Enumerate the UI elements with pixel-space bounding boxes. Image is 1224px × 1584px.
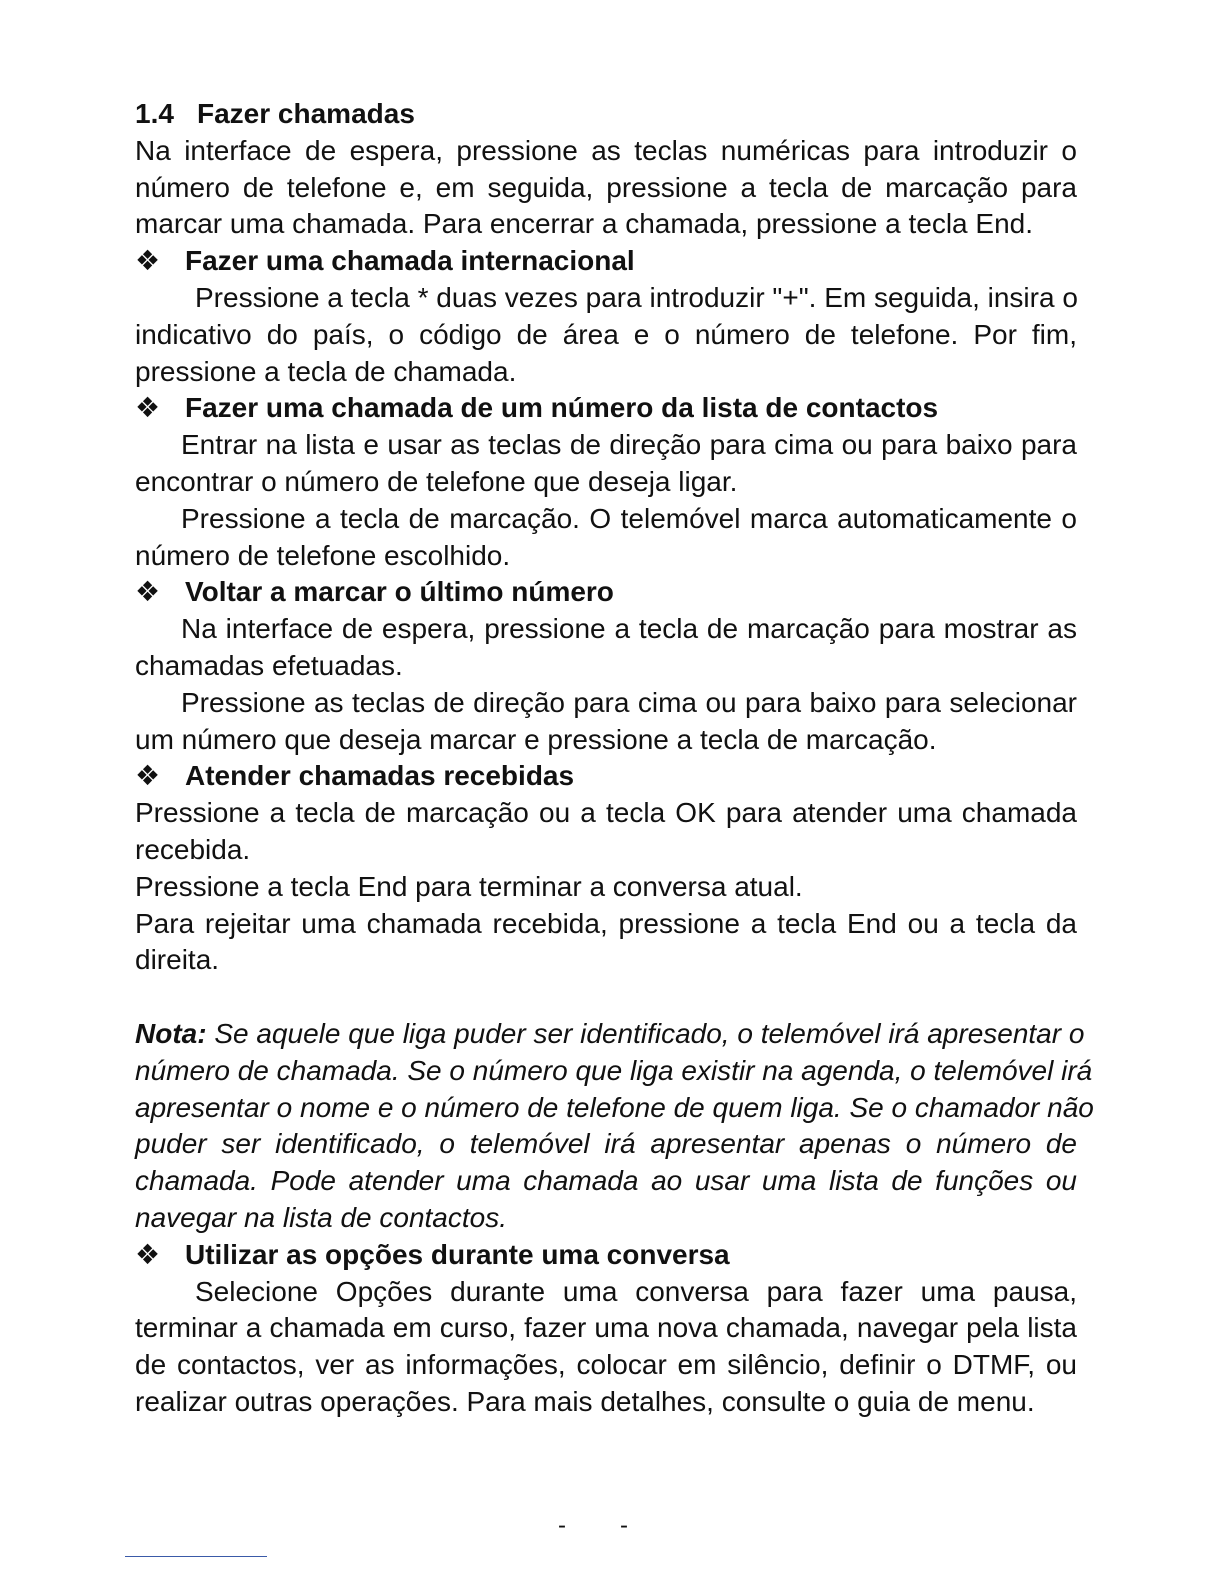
note-label: Nota:: [135, 1017, 207, 1049]
paragraph-line: Pressione a tecla * duas vezes para introduzir "+". Em seguida, insira o: [195, 281, 1078, 313]
bullet-diamond-icon: ❖: [135, 576, 161, 608]
subsection-title: Atender chamadas recebidas: [185, 760, 575, 792]
document-page: [135, 96, 1094, 1421]
section-heading: [135, 96, 1077, 133]
paragraph-line: chamadas efetuadas.: [135, 649, 403, 681]
subsection-title: Utilizar as opções durante uma conversa: [185, 1238, 730, 1270]
note-text: Se aquele que liga puder ser identificado, o telemóvel irá apresentar o: [214, 1017, 1085, 1049]
page-dash-left: -: [558, 1512, 566, 1539]
note-line: [135, 1016, 1085, 1053]
paragraph-line: Entrar na lista e usar as teclas de direção para cima ou para baixo para: [181, 429, 1077, 461]
section-number: 1.4: [135, 98, 174, 129]
paragraph-line: Pressione a tecla End para terminar a conversa atual.: [135, 870, 803, 902]
bullet-diamond-icon: ❖: [135, 392, 161, 424]
paragraph-line: pressione a tecla de chamada.: [135, 355, 517, 387]
subsection-title: Fazer uma chamada internacional: [185, 245, 635, 277]
subsection-title: Voltar a marcar o último número: [185, 576, 614, 608]
paragraph-line: número de telefone escolhido.: [135, 539, 511, 571]
page-number-dashes: [558, 1512, 628, 1540]
note-line: apresentar o nome e o número de telefone de quem liga. Se o chamador não: [135, 1091, 1094, 1123]
subsection-heading: [135, 574, 1077, 611]
note-line: chamada. Pode atender uma chamada ao usar uma lista de funções ou: [135, 1165, 1077, 1197]
footnote-divider: [125, 1556, 267, 1557]
paragraph-line: terminar a chamada em curso, fazer uma nova chamada, navegar pela lista: [135, 1312, 1077, 1344]
paragraph-gap: [135, 979, 1077, 1016]
subsection-heading: [135, 243, 1077, 280]
paragraph-line: marcar uma chamada. Para encerrar a chamada, pressione a tecla End.: [135, 208, 1034, 240]
paragraph-line: número de telefone e, em seguida, pressione a tecla de marcação para: [135, 171, 1077, 203]
paragraph-line: Pressione a tecla de marcação. O telemóvel marca automaticamente o: [181, 502, 1077, 534]
note-line: número de chamada. Se o número que liga existir na agenda, o telemóvel irá: [135, 1054, 1093, 1086]
paragraph-line: Selecione Opções durante uma conversa para fazer uma pausa,: [195, 1275, 1077, 1307]
paragraph-line: Na interface de espera, pressione as teclas numéricas para introduzir o: [135, 134, 1077, 166]
bullet-diamond-icon: ❖: [135, 1238, 161, 1270]
paragraph-line: encontrar o número de telefone que deseja ligar.: [135, 465, 738, 497]
note-line: navegar na lista de contactos.: [135, 1201, 508, 1233]
subsection-heading: [135, 758, 1077, 795]
subsection-title: Fazer uma chamada de um número da lista de contactos: [185, 392, 939, 424]
note-line: puder ser identificado, o telemóvel irá apresentar apenas o número de: [135, 1128, 1077, 1160]
subsection-heading: [135, 390, 1077, 427]
paragraph-line: Para rejeitar uma chamada recebida, pressione a tecla End ou a tecla da: [135, 907, 1077, 939]
paragraph-line: Na interface de espera, pressione a tecla de marcação para mostrar as: [181, 613, 1077, 645]
paragraph-line: direita.: [135, 944, 220, 976]
paragraph-line: realizar outras operações. Para mais detalhes, consulte o guia de menu.: [135, 1385, 1035, 1417]
subsection-heading: [135, 1237, 1077, 1274]
paragraph-line: recebida.: [135, 833, 251, 865]
paragraph-line: Pressione as teclas de direção para cima ou para baixo para selecionar: [181, 686, 1077, 718]
bullet-diamond-icon: ❖: [135, 760, 161, 792]
section-title: Fazer chamadas: [197, 98, 415, 129]
paragraph-line: um número que deseja marcar e pressione a tecla de marcação.: [135, 723, 937, 755]
paragraph-line: de contactos, ver as informações, colocar em silêncio, definir o DTMF, ou: [135, 1349, 1077, 1381]
bullet-diamond-icon: ❖: [135, 245, 161, 277]
page-dash-right: -: [620, 1512, 628, 1539]
paragraph-line: Pressione a tecla de marcação ou a tecla OK para atender uma chamada: [135, 797, 1077, 829]
paragraph-line: indicativo do país, o código de área e o número de telefone. Por fim,: [135, 318, 1077, 350]
